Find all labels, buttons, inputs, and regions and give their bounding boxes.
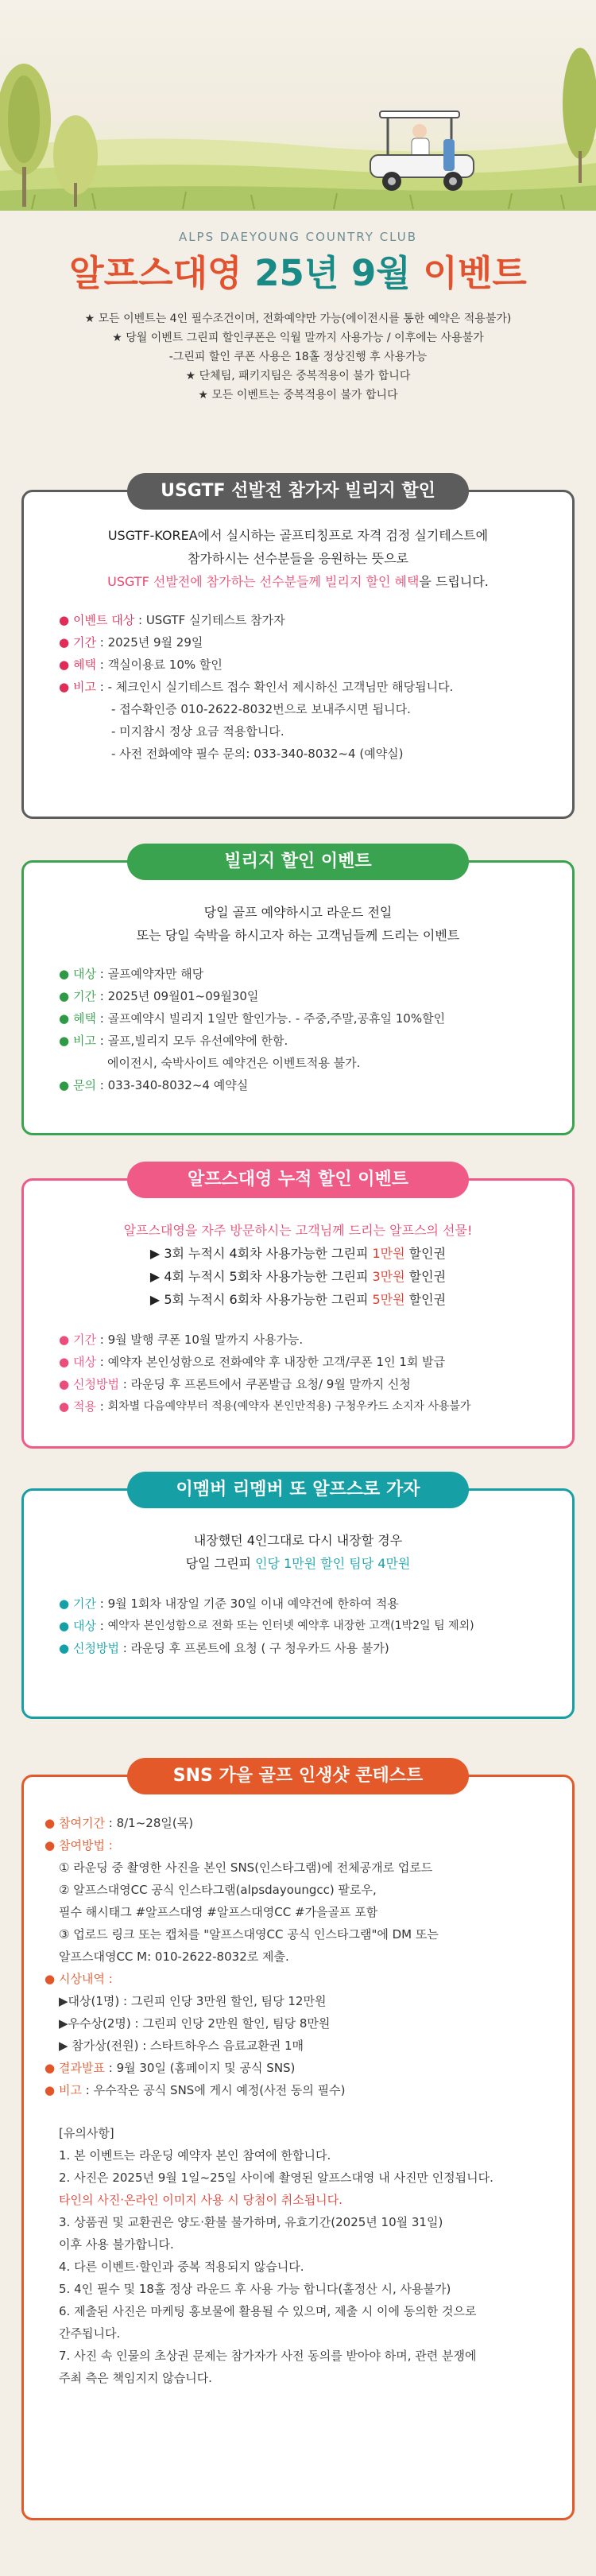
intro-line: 참가하시는 선수분들을 응원하는 뜻으로 <box>187 551 408 566</box>
remember-event-title: 이멤버 리멤버 또 알프스로 가자 <box>127 1472 469 1508</box>
sns-details <box>41 1812 558 2389</box>
detail-value: 골프예약시 빌리지 1일만 할인가능. - 주중,주말,공휴일 10%할인 <box>107 1011 446 1026</box>
detail-value: 2025년 09월01~09월30일 <box>107 989 259 1003</box>
detail-row: ● 기간 : 9월 1회차 내장일 기준 30일 이내 예약건에 한하여 적용 <box>56 1593 572 1615</box>
intro-line: 내장했던 4인그대로 다시 내장할 경우 <box>193 1533 403 1548</box>
detail-value: - 체크인시 실기테스트 접수 확인서 제시하신 고객님만 해당됩니다. <box>107 680 454 694</box>
hero-illustration <box>0 0 596 211</box>
intro-line: 당일 골프 예약하시고 라운드 전일 <box>203 905 393 920</box>
bullet-dot: ● <box>59 1355 70 1369</box>
detail-row: ● 이벤트 대상 : USGTF 실기테스트 참가자 <box>56 609 572 631</box>
detail-row: ● 시상내역 : <box>41 1968 558 1990</box>
bullet-dot: ● <box>59 1078 70 1092</box>
bullet-dot: ● <box>59 1596 70 1611</box>
village-details <box>56 963 572 1096</box>
bullet-dot: ● <box>45 1838 56 1852</box>
caution-line: 2. 사진은 2025년 9월 1일~25일 사이에 촬영된 알프스대영 내 사진만 인정됩니다. <box>59 2171 493 2185</box>
bullet-dot: ● <box>59 1034 70 1048</box>
intro-highlight: USGTF 선발전에 참가하는 선수분들께 빌리지 할인 혜택 <box>107 574 420 589</box>
detail-value: 9월 30일 (홈페이지 및 공식 SNS) <box>116 2061 296 2075</box>
reward-amount: 1만원 <box>372 1246 405 1261</box>
detail-row: ● 결과발표 : 9월 30일 (홈페이지 및 공식 SNS) <box>41 2057 558 2079</box>
intro-line <box>24 1552 572 1575</box>
detail-row: ● 기간 : 2025년 9월 29일 <box>56 631 572 654</box>
detail-label: 참여방법 <box>59 1838 105 1852</box>
detail-value: 골프,빌리지 모두 유선예약에 한함. <box>107 1034 288 1048</box>
bullet-dot: ● <box>59 1377 70 1391</box>
notice-item: ★ 당월 이벤트 그린피 할인쿠폰은 익월 말까지 사용가능 / 이후에는 사용불가 <box>112 332 484 344</box>
detail-label: 비고 <box>59 2083 82 2097</box>
caution-line: 1. 본 이벤트는 라운딩 예약자 본인 참여에 한합니다. <box>59 2148 331 2163</box>
caution-title: [유의사항] <box>59 2126 114 2140</box>
method-line: 필수 해시태그 #알프스대영 #알프스대영CC #가을골프 포함 <box>59 1905 378 1919</box>
golf-cart-graphic <box>364 103 483 195</box>
detail-label: 문의 <box>73 1078 96 1092</box>
usgtf-details <box>56 609 572 765</box>
detail-label: 대상 <box>73 967 96 981</box>
reward-text: ▶ 5회 누적시 6회차 사용가능한 그린피 <box>149 1292 373 1307</box>
bullet-dot: ● <box>45 2083 56 2097</box>
method-lines <box>41 1856 558 1968</box>
club-name: ALPS DAEYOUNG COUNTRY CLUB <box>178 230 418 244</box>
bullet-dot: ● <box>59 635 70 650</box>
bullet-dot: ● <box>59 613 70 627</box>
detail-value: 골프예약자만 해당 <box>107 967 204 981</box>
detail-row: ● 비고 : - 체크인시 실기테스트 접수 확인서 제시하신 고객님만 해당됩니다. <box>56 676 572 698</box>
village-event-title: 빌리지 할인 이벤트 <box>127 844 469 880</box>
prize-line: ▶ 참가상(전원) : 스타트하우스 음료교환권 1매 <box>59 2039 304 2053</box>
detail-value: 9월 1회차 내장일 기준 30일 이내 예약건에 한하여 적용 <box>107 1596 399 1611</box>
bullet-dot: ● <box>45 1972 56 1986</box>
reward-text: ▶ 4회 누적시 5회차 사용가능한 그린피 <box>149 1269 373 1284</box>
detail-label: 신청방법 <box>73 1641 119 1655</box>
detail-label: 비고 <box>73 680 96 694</box>
usgtf-event-card <box>21 481 575 819</box>
caution-line: 3. 상품권 및 교환권은 양도·환불 불가하며, 유효기간(2025년 10월 31일) <box>59 2215 443 2229</box>
cumulative-event-card <box>21 1170 575 1449</box>
caution-section <box>41 2122 558 2389</box>
usgtf-intro <box>24 524 572 593</box>
detail-label: 시상내역 <box>59 1972 105 1986</box>
remember-intro <box>24 1529 572 1575</box>
caution-line: 5. 4인 필수 및 18홀 정상 라운드 후 사용 가능 합니다(홀정산 시, 사용불가) <box>59 2282 451 2296</box>
intro-tail: 을 드립니다. <box>419 574 489 589</box>
detail-row: ● 혜택 : 골프예약시 빌리지 1일만 할인가능. - 주중,주말,공휴일 10%할인 <box>56 1007 572 1030</box>
title-part-3: 이벤트 <box>410 252 527 294</box>
bullet-dot: ● <box>59 967 70 981</box>
detail-label: 기간 <box>73 635 96 650</box>
detail-subline: - 사전 전화예약 필수 문의: 033-340-8032~4 (예약실) <box>111 747 404 761</box>
detail-row: ● 비고 : 골프,빌리지 모두 유선예약에 한함. <box>56 1030 572 1052</box>
detail-label: 혜택 <box>73 658 96 672</box>
detail-value: 9월 발행 쿠폰 10월 말까지 사용가능. <box>107 1333 304 1347</box>
title-block <box>0 211 596 405</box>
page-title <box>0 252 596 295</box>
caution-line: 주최 측은 책임지지 않습니다. <box>59 2371 212 2385</box>
caution-line: 4. 다른 이벤트·할인과 중복 적용되지 않습니다. <box>59 2260 304 2274</box>
detail-label: 이벤트 대상 <box>73 613 135 627</box>
detail-label: 결과발표 <box>59 2061 105 2075</box>
bullet-dot: ● <box>59 989 70 1003</box>
notice-item: ★ 단체팀, 패키지팀은 중복적용이 불가 합니다 <box>185 370 411 382</box>
reward-text: 할인권 <box>404 1269 447 1284</box>
cumulative-intro <box>24 1219 572 1311</box>
detail-label: 참여기간 <box>59 1816 105 1830</box>
detail-subline: - 접수확인증 010-2622-8032번으로 보내주시면 됩니다. <box>111 702 411 716</box>
reward-item <box>24 1265 572 1288</box>
intro-line <box>24 570 572 593</box>
intro-highlight: 인당 1만원 할인 팀당 4만원 <box>255 1556 411 1571</box>
reward-item <box>24 1242 572 1265</box>
detail-subline: - 미지참시 정상 요금 적용합니다. <box>111 724 284 739</box>
reward-text: 할인권 <box>404 1246 447 1261</box>
caution-line: 이후 사용 불가합니다. <box>59 2237 174 2252</box>
detail-label: 기간 <box>73 1596 96 1611</box>
detail-subline: 에이전시, 숙박사이트 예약건은 이벤트적용 불가. <box>107 1056 361 1070</box>
sns-contest-card <box>21 1766 575 2520</box>
detail-value: 8/1~28일(목) <box>116 1816 194 1830</box>
caution-line: 간주됩니다. <box>59 2326 121 2341</box>
detail-row: ● 혜택 : 객실이용료 10% 할인 <box>56 654 572 676</box>
detail-label: 기간 <box>73 1333 96 1347</box>
detail-label: 대상 <box>73 1355 96 1369</box>
village-intro <box>24 901 572 947</box>
reward-text: ▶ 3회 누적시 4회차 사용가능한 그린피 <box>149 1246 373 1261</box>
bullet-dot: ● <box>45 2061 56 2075</box>
intro-line: 알프스대영을 자주 방문하시는 고객님께 드리는 알프스의 선물! <box>123 1223 473 1238</box>
detail-row: ● 대상 : 예약자 본인성함으로 전화 또는 인터넷 예약후 내장한 고객(1박2일 팀 제외) <box>56 1615 572 1637</box>
intro-text: 당일 그린피 <box>185 1556 256 1571</box>
detail-value: 예약자 본인성함으로 전화예약 후 내장한 고객/쿠폰 1인 1회 발급 <box>107 1355 446 1369</box>
detail-value: 033-340-8032~4 예약실 <box>107 1078 249 1092</box>
remember-event-card <box>21 1480 575 1719</box>
detail-label: 대상 <box>73 1619 96 1633</box>
detail-label: 비고 <box>73 1034 96 1048</box>
remember-details <box>56 1593 572 1659</box>
tree-right-graphic <box>548 48 596 183</box>
detail-label: 적용 <box>73 1399 96 1414</box>
prize-line: ▶우수상(2명) : 그린피 인당 2만원 할인, 팀당 8만원 <box>59 2016 331 2031</box>
detail-label: 기간 <box>73 989 96 1003</box>
usgtf-event-title: USGTF 선발전 참가자 빌리지 할인 <box>127 473 469 510</box>
method-line: ① 라운딩 중 촬영한 사진을 본인 SNS(인스타그램)에 전체공개로 업로드 <box>59 1860 433 1875</box>
intro-line: 또는 당일 숙박을 하시고자 하는 고객님들께 드리는 이벤트 <box>136 928 460 943</box>
bullet-dot: ● <box>59 658 70 672</box>
detail-row: ● 대상 : 골프예약자만 해당 <box>56 963 572 985</box>
cumulative-details <box>56 1329 572 1418</box>
detail-value: 우수작은 공식 SNS에 게시 예정(사전 동의 필수) <box>93 2083 346 2097</box>
detail-row: ● 기간 : 2025년 09월01~09월30일 <box>56 985 572 1007</box>
bullet-dot: ● <box>45 1816 56 1830</box>
bullet-dot: ● <box>59 680 70 694</box>
sns-contest-title: SNS 가을 골프 인생샷 콘테스트 <box>127 1758 469 1794</box>
detail-label: 혜택 <box>73 1011 96 1026</box>
intro-line: USGTF-KOREA에서 실시하는 골프티칭프로 자격 검정 실기테스트에 <box>107 528 489 543</box>
notice-list <box>0 309 596 405</box>
bullet-dot: ● <box>59 1011 70 1026</box>
bullet-dot: ● <box>59 1399 70 1414</box>
detail-row: ● 참여기간 : 8/1~28일(목) <box>41 1812 558 1834</box>
tree-left-graphic <box>0 64 103 207</box>
title-part-1: 알프스대영 <box>69 252 255 294</box>
detail-value: 2025년 9월 29일 <box>107 635 203 650</box>
caution-line: 7. 사진 속 인물의 초상권 문제는 참가자가 사전 동의를 받아야 하며, 관련 분쟁에 <box>59 2349 477 2363</box>
reward-item <box>24 1288 572 1311</box>
title-part-2: 25년 9월 <box>254 252 411 294</box>
bullet-dot: ● <box>59 1333 70 1347</box>
prize-line: ▶대상(1명) : 그린피 인당 3만원 할인, 팀당 12만원 <box>59 1994 327 2008</box>
village-event-card <box>21 852 575 1135</box>
method-line: ② 알프스대영CC 공식 인스타그램(alpsdayoungcc) 팔로우, <box>59 1883 377 1897</box>
detail-value: 예약자 본인성함으로 전화 또는 인터넷 예약후 내장한 고객(1박2일 팀 제외) <box>107 1620 474 1632</box>
reward-text: 할인권 <box>404 1292 447 1307</box>
detail-value: 회차별 다음예약부터 적용(예약자 본인만적용) 구청우카드 소지자 사용불가 <box>107 1400 471 1413</box>
bullet-dot: ● <box>59 1619 70 1633</box>
prize-lines <box>41 1990 558 2057</box>
detail-row: ● 문의 : 033-340-8032~4 예약실 <box>56 1074 572 1096</box>
reward-amount: 5만원 <box>372 1292 405 1307</box>
method-line: 알프스대영CC M: 010-2622-8032로 제출. <box>59 1949 289 1964</box>
notice-item: -그린피 할인 쿠폰 사용은 18홀 정상진행 후 사용가능 <box>168 351 428 363</box>
cumulative-event-title: 알프스대영 누적 할인 이벤트 <box>127 1162 469 1198</box>
detail-value: USGTF 실기테스트 참가자 <box>145 613 285 627</box>
caution-line: 6. 제출된 사진은 마케팅 홍보물에 활용될 수 있으며, 제출 시 이에 동의한 것으로 <box>59 2304 477 2318</box>
bullet-dot: ● <box>59 1641 70 1655</box>
detail-row: ● 비고 : 우수작은 공식 SNS에 게시 예정(사전 동의 필수) <box>41 2079 558 2101</box>
detail-label: 신청방법 <box>73 1377 119 1391</box>
detail-row: ● 신청방법 : 라운딩 후 프론트에서 쿠폰발급 요청/ 9월 말까지 신청 <box>56 1373 572 1395</box>
caution-line: 타인의 사진·온라인 이미지 사용 시 당첨이 취소됩니다. <box>59 2193 343 2207</box>
detail-row: ● 기간 : 9월 발행 쿠폰 10월 말까지 사용가능. <box>56 1329 572 1351</box>
method-line: ③ 업로드 링크 또는 캡처를 "알프스대영CC 공식 인스타그램"에 DM 또는 <box>59 1927 439 1942</box>
notice-item: ★ 모든 이벤트는 중복적용이 불가 합니다 <box>198 389 398 402</box>
detail-value: 라운딩 후 프론트에 요청 ( 구 청우카드 사용 불가) <box>130 1641 389 1655</box>
detail-row: ● 대상 : 예약자 본인성함으로 전화예약 후 내장한 고객/쿠폰 1인 1회 발급 <box>56 1351 572 1373</box>
reward-amount: 3만원 <box>372 1269 405 1284</box>
detail-row: ● 참여방법 : <box>41 1834 558 1856</box>
detail-row: ● 신청방법 : 라운딩 후 프론트에 요청 ( 구 청우카드 사용 불가) <box>56 1637 572 1659</box>
notice-item: ★ 모든 이벤트는 4인 필수조건이며, 전화예약만 가능(에이전시를 통한 예약은 적용불가) <box>84 312 512 325</box>
detail-row: ● 적용 : 회차별 다음예약부터 적용(예약자 본인만적용) 구청우카드 소지자 사용불가 <box>56 1395 572 1418</box>
detail-value: 라운딩 후 프론트에서 쿠폰발급 요청/ 9월 말까지 신청 <box>130 1377 411 1391</box>
detail-value: 객실이용료 10% 할인 <box>107 658 223 672</box>
